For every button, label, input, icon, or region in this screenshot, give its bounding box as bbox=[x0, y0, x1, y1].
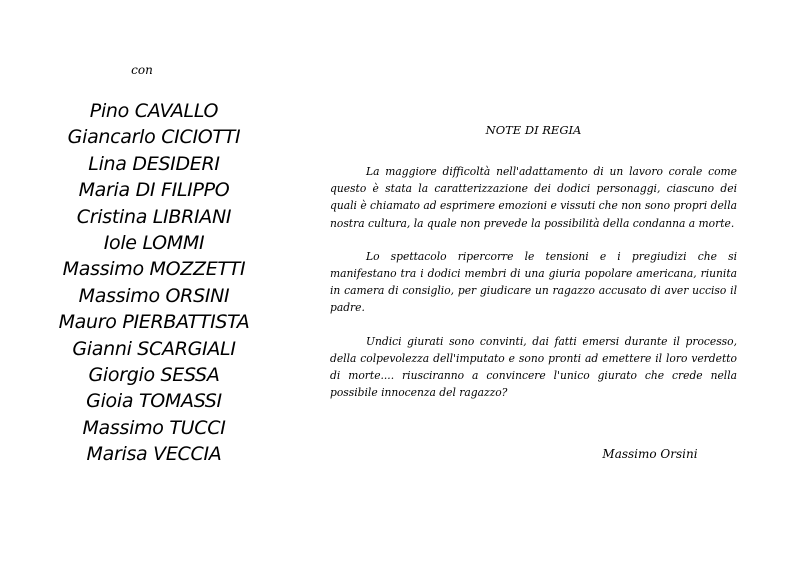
cast-member: Maria DI FILIPPO bbox=[78, 179, 230, 202]
cast-list bbox=[20, 98, 288, 467]
notes-title: NOTE DI REGIA bbox=[485, 123, 582, 137]
cast-member: Lina DESIDERI bbox=[88, 152, 220, 175]
cast-member: Giancarlo CICIOTTI bbox=[67, 126, 241, 149]
notes-paragraph: La maggiore difficoltà nell'adattamento di un lavoro corale come questo è stata la caratterizzazione dei dodici personaggi, ciascuno dei quali è chiamato ad esprimere emozioni e vissuti che non sono propri della nostra cultura, la quale non prevede la possibilità della condanna a morte. bbox=[330, 165, 737, 230]
signature: Massimo Orsini bbox=[602, 447, 698, 461]
cast-member: Pino CAVALLO bbox=[89, 100, 219, 122]
cast-member: Cristina LIBRIANI bbox=[76, 205, 232, 228]
cast-member: Massimo ORSINI bbox=[78, 284, 230, 307]
cast-intro: con bbox=[131, 63, 153, 77]
cast-member: Gianni SCARGIALI bbox=[72, 337, 236, 360]
cast-member: Massimo MOZZETTI bbox=[62, 258, 246, 281]
cast-member: Mauro PIERBATTISTA bbox=[58, 311, 250, 334]
cast-member: Massimo TUCCI bbox=[82, 416, 226, 439]
cast-member: Gioia TOMASSI bbox=[86, 390, 222, 413]
cast-member: Marisa VECCIA bbox=[86, 443, 222, 466]
notes-paragraph: Lo spettacolo ripercorre le tensioni e i pregiudizi che si manifestano tra i dodici membri di una giuria popolare americana, riunita in camera di consiglio, per giudicare un ragazzo accusato di aver ucciso il padre. bbox=[330, 249, 737, 315]
director-notes bbox=[330, 163, 737, 417]
notes-paragraph: Undici giurati sono convinti, dai fatti emersi durante il processo, della colpevolezza dell'imputato e sono pronti ad emettere il loro verdetto di morte.... riusciranno a convincere l'unico giurato che crede nella possibile innocenza del ragazzo? bbox=[330, 334, 737, 400]
cast-member: Iole LOMMI bbox=[103, 231, 205, 254]
cast-member: Giorgio SESSA bbox=[88, 363, 220, 386]
